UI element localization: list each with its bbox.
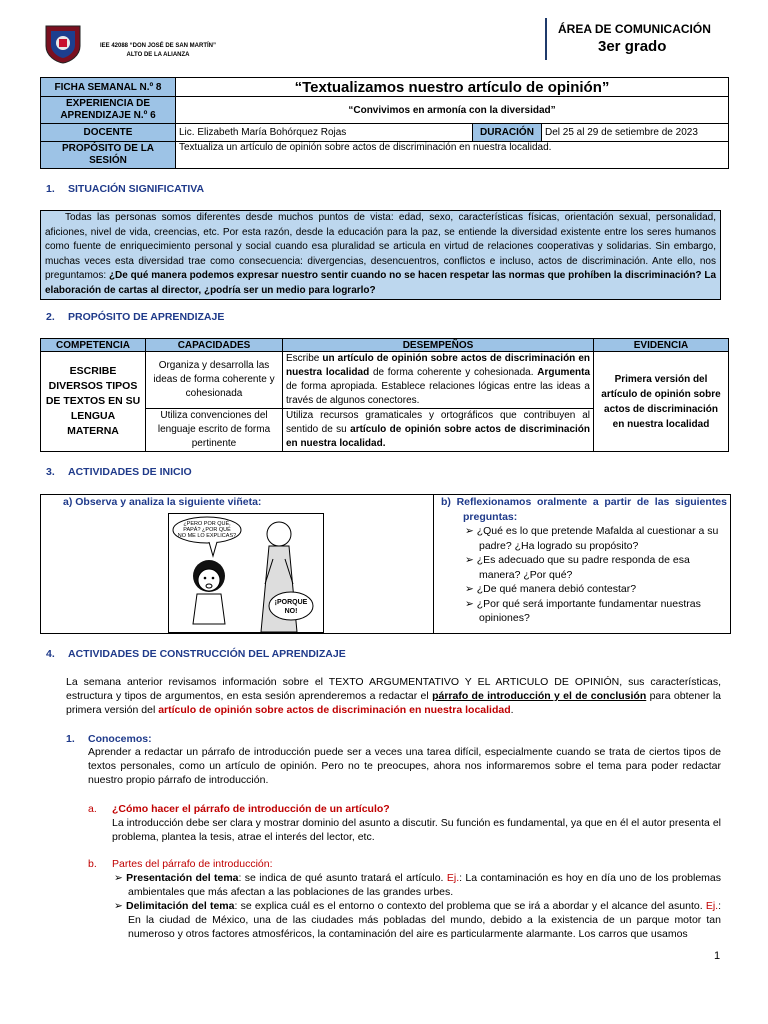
reflexion-list xyxy=(437,495,727,626)
col-evidencia: EVIDENCIA xyxy=(594,339,729,352)
header-divider xyxy=(545,18,547,60)
proposito-value: Textualiza un artículo de opinión sobre actos de discriminación en nuestra localidad. xyxy=(176,142,729,169)
section-4-heading: 4. ACTIVIDADES DE CONSTRUCCIÓN DEL APRENDIZAJE xyxy=(46,648,346,660)
col-capacidades: CAPACIDADES xyxy=(146,339,283,352)
duracion-value: Del 25 al 29 de setiembre de 2023 xyxy=(542,124,729,142)
situacion-text: Todas las personas somos diferentes desde muchos puntos de vista: edad, sexo, características físicas, orientación sexual, personalidad, aficiones, nivel de vida, creencias, etc. Por esta razón, desde la educación para la paz, se entiende la diversidad existente entre los seres humanos como fuente de enriquecimiento personal y social cuando esa pluralidad se articula en virtud de relaciones cooperativas y solidarias. Sin embargo, muchas veces esta diversidad trae como consecuencia: divergencias, desencuentros, conflictos e incluso, actos de discriminación. Ante ello, nos preguntamos: xyxy=(45,212,716,282)
situacion-question: ¿De qué manera podemos expresar nuestro sentir cuando no se hacen respetar las normas que prohíben la discriminación? La elaboración de cartas al director, ¿podría ser un medio para lograrlo? xyxy=(45,270,717,296)
info-table xyxy=(40,77,729,169)
school-name xyxy=(88,42,228,60)
school-line2: ALTO DE LA ALIANZA xyxy=(126,52,190,58)
inicio-divider xyxy=(433,495,434,633)
area-title: ÁREA DE COMUNICACIÓN xyxy=(558,22,711,36)
session-title: “Textualizamos nuestro artículo de opinión” xyxy=(176,78,729,97)
col-competencia: COMPETENCIA xyxy=(41,339,146,352)
section-3-heading: 3. ACTIVIDADES DE INICIO xyxy=(46,466,192,478)
list-item: ➢ Presentación del tema: se indica de qué asunto tratará el artículo. Ej.: La contaminación es hoy en día uno de los problemas ambientales que más afectan a las poblaciones de las grandes urbes. xyxy=(114,872,722,898)
list-item: ➢ ¿Qué es lo que pretende Mafalda al cuestionar a su padre? ¿Ha logrado su propósito? xyxy=(465,525,719,552)
capacidad-2: Utiliza convenciones del lenguaje escrito de forma pertinente xyxy=(146,409,283,452)
capacidad-1: Organiza y desarrolla las ideas de forma coherente y cohesionada xyxy=(146,352,283,409)
list-item: ➢ ¿De qué manera debió contestar? xyxy=(465,583,637,595)
school-line1: IEE 42088 “DON JOSÉ DE SAN MARTÍN” xyxy=(99,43,217,49)
school-logo xyxy=(44,24,82,64)
inicio-box xyxy=(40,494,731,634)
svg-text:NO!: NO! xyxy=(284,608,298,615)
conocemos-title: Conocemos: xyxy=(88,733,152,745)
experiencia-label: EXPERIENCIA DE APRENDIZAJE N.º 6 xyxy=(41,97,176,124)
subsection-a-title: ¿Cómo hacer el párrafo de introducción de un artículo? xyxy=(112,803,390,815)
duracion-label: DURACIÓN xyxy=(473,124,542,142)
svg-text:NO ME LO EXPLICAS?: NO ME LO EXPLICAS? xyxy=(177,533,237,539)
list-item: ➢ ¿Es adecuado que su padre responda de esa manera? ¿Por qué? xyxy=(465,554,690,581)
vineta-label: a) Observa y analiza la siguiente viñeta: xyxy=(63,496,262,508)
desempeno-1: Escribe un artículo de opinión sobre actos de discriminación en nuestra localidad de forma coherente y cohesionada. Argumenta de forma apropiada. Establece relaciones lógicas entre las ideas a través de algunos conectores. xyxy=(283,352,594,409)
svg-text:¿PERO POR QUÉ,: ¿PERO POR QUÉ, xyxy=(183,521,231,527)
section-1-heading: 1. SITUACIÓN SIGNIFICATIVA xyxy=(46,183,205,195)
construccion-intro: La semana anterior revisamos información sobre el TEXTO ARGUMENTATIVO Y EL ARTICULO DE OPINIÓN, sus características, estructura y tipos de argumentos, en esta sesión aprenderemos a redactar el párrafo de introducción y el de conclusión para obtener la primera versión del artículo de opinión sobre actos de discriminación en nuestra localidad. xyxy=(66,676,721,716)
ficha-label: FICHA SEMANAL N.º 8 xyxy=(41,78,176,97)
proposito-table xyxy=(40,338,729,452)
competencia-cell: ESCRIBE DIVERSOS TIPOS DE TEXTOS EN SU LENGUA MATERNA xyxy=(41,352,146,452)
subsection-a-num: a. xyxy=(88,803,97,815)
proposito-label: PROPÓSITO DE LA SESIÓN xyxy=(41,142,176,169)
svg-text:PAPÁ? ¿POR QUÉ: PAPÁ? ¿POR QUÉ xyxy=(183,527,231,533)
list-item: ➢ ¿Por qué será importante fundamentar nuestras opiniones? xyxy=(465,597,701,624)
docente-label: DOCENTE xyxy=(41,124,176,142)
evidencia-cell: Primera versión del artículo de opinión sobre actos de discriminación en nuestra localidad xyxy=(594,352,729,452)
experiencia-value: “Convivimos en armonía con la diversidad” xyxy=(176,97,729,124)
mafalda-comic xyxy=(168,513,324,633)
col-desempenos: DESEMPEÑOS xyxy=(283,339,594,352)
docente-value: Lic. Elizabeth María Bohórquez Rojas xyxy=(176,124,473,142)
conocemos-num: 1. xyxy=(66,733,75,745)
page-number: 1 xyxy=(714,950,721,962)
conocemos-text: Aprender a redactar un párrafo de introducción puede ser a veces una tarea difícil, especialmente cuando se trata de ciertos tipos de textos personales, como un artículo de opinión. Pero no te preocupes, ahora nos informaremos sobre el tema para poder redactar nuestro propio párrafo de introducción. xyxy=(88,746,721,786)
list-item: ➢ Delimitación del tema: se explica cuál es el entorno o contexto del problema que se irá a abordar y el alcance del asunto. Ej.: En la ciudad de México, una de las ciudades más pobladas del mundo, debido a la existencia de un parque motor tan numeroso y otros factores atmosféricos, la contaminación del aire es particularmente alarmante. Los carros que usamos xyxy=(114,900,721,940)
desempeno-2: Utiliza recursos gramaticales y ortográficos que contribuyen al sentido de su artículo de opinión sobre actos de discriminación en nuestra localidad. xyxy=(283,409,594,452)
reflexion-label: b) Reflexionamos oralmente a partir de las siguientes preguntas: xyxy=(441,496,727,523)
subsection-b-title: Partes del párrafo de introducción: xyxy=(112,858,273,870)
situacion-box xyxy=(40,210,721,300)
subsection-a-text: La introducción debe ser clara y mostrar dominio del asunto a discutir. Su función es fundamental, ya que en él el autor presenta el problema, plantea la tesis, atrae el interés del lector, etc. xyxy=(112,817,721,843)
grade-title: 3er grado xyxy=(598,38,667,55)
subsection-b-num: b. xyxy=(88,858,97,870)
svg-text:¡PORQUE: ¡PORQUE xyxy=(274,599,308,606)
section-2-heading: 2. PROPÓSITO DE APRENDIZAJE xyxy=(46,311,225,323)
